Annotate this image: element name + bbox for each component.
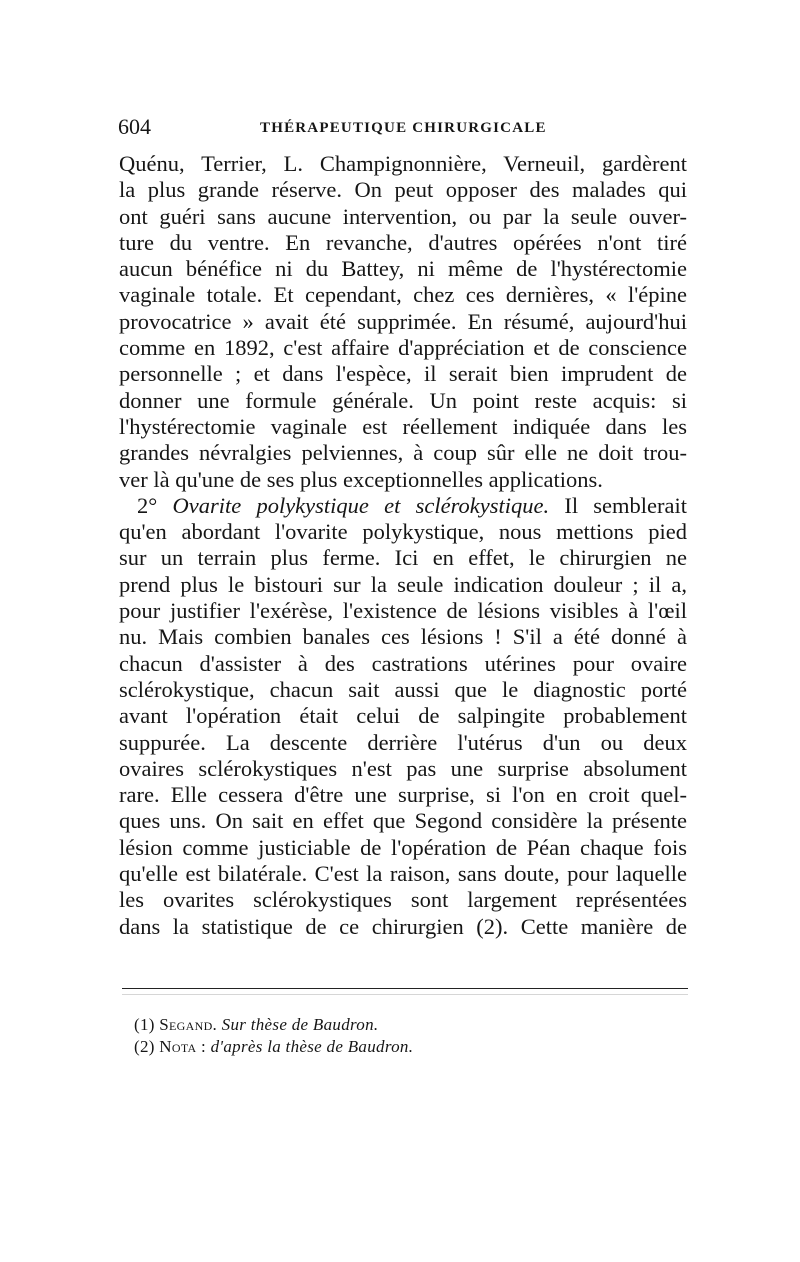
- text-line: nu. Mais combien banales ces lésions ! S'il a été donné à: [119, 624, 687, 650]
- footnotes: [134, 1014, 674, 1058]
- page-header: [118, 114, 688, 140]
- text-line: suppurée. La descente derrière l'utérus d'un ou deux: [119, 729, 687, 755]
- text-line: provocatrice » avait été supprimée. En résumé, aujourd'hui: [119, 308, 687, 334]
- footnote-author: Segand.: [159, 1015, 218, 1034]
- text-line: avant l'opération était celui de salpingite probablement: [119, 703, 687, 729]
- footnote-1: [134, 1014, 674, 1036]
- text-line: dans la statistique de ce chirurgien (2). Cette manière de: [119, 913, 687, 939]
- text-line: les ovarites sclérokystiques sont largement représentées: [119, 887, 687, 913]
- text-line: ovaires sclérokystiques n'est pas une surprise absolument: [119, 755, 687, 781]
- text-line: sur un terrain plus ferme. Ici en effet, le chirurgien ne: [119, 545, 687, 571]
- text-line: grandes névralgies pelviennes, à coup sûr elle ne doit trou-: [119, 440, 687, 466]
- paragraph-number: 2°: [137, 492, 158, 518]
- text-line: prend plus le bistouri sur la seule indication douleur ; il a,: [119, 571, 687, 597]
- footnote-2: [134, 1036, 674, 1058]
- text-line: Quénu, Terrier, L. Champignonnière, Verneuil, gardèrent: [119, 151, 687, 176]
- section-heading-italic: Ovarite polykystique et sclérokystique.: [172, 492, 550, 518]
- text-line: l'hystérectomie vaginale est réellement indiquée dans les: [119, 413, 687, 439]
- footnote-separator-shadow: [122, 994, 688, 995]
- paragraph-lead-line: [119, 493, 687, 519]
- text-line: lésion comme justiciable de l'opération de Péan chaque fois: [119, 834, 687, 860]
- running-head: THÉRAPEUTIQUE CHIRURGICALE: [260, 120, 547, 136]
- footnote-title: Sur thèse de Baudron.: [221, 1015, 379, 1034]
- body-text: [119, 151, 687, 940]
- footnote-marker: (1): [134, 1015, 155, 1034]
- page-number: 604: [118, 114, 151, 139]
- text-line: chacun d'assister à des castrations utérines pour ovaire: [119, 650, 687, 676]
- footnote-title: d'après la thèse de Baudron.: [210, 1037, 414, 1056]
- text-line: personnelle ; et dans l'espèce, il serait bien imprudent de: [119, 361, 687, 387]
- text-line: aucun bénéfice ni du Battey, ni même de l'hystérectomie: [119, 256, 687, 282]
- text-line: pour justifier l'exérèse, l'existence de lésions visibles à l'œil: [119, 598, 687, 624]
- text-line: rare. Elle cessera d'être une surprise, si l'on en croit quel-: [119, 782, 687, 808]
- text-line: donner une formule générale. Un point reste acquis: si: [119, 387, 687, 413]
- text-line: qu'en abordant l'ovarite polykystique, nous mettions pied: [119, 519, 687, 545]
- text-line: comme en 1892, c'est affaire d'appréciation et de conscience: [119, 335, 687, 361]
- paragraph-lead-text: Il semblerait: [564, 492, 688, 518]
- text-line: qu'elle est bilatérale. C'est la raison, sans doute, pour laquelle: [119, 861, 687, 887]
- text-line: ver là qu'une de ses plus exceptionnelles applications.: [119, 466, 603, 492]
- text-line: ques uns. On sait en effet que Segond considère la présente: [119, 808, 687, 834]
- text-line: vaginale totale. Et cependant, chez ces dernières, « l'épine: [119, 282, 687, 308]
- footnote-separator: [122, 988, 688, 989]
- text-line: ont guéri sans aucune intervention, ou par la seule ouver-: [119, 203, 687, 229]
- text-line: ture du ventre. En revanche, d'autres opérées n'ont tiré: [119, 229, 687, 255]
- footnote-marker: (2): [134, 1037, 155, 1056]
- text-line: sclérokystique, chacun sait aussi que le diagnostic porté: [119, 676, 687, 702]
- footnote-author: Nota :: [159, 1037, 207, 1056]
- text-line: la plus grande réserve. On peut opposer des malades qui: [119, 177, 687, 203]
